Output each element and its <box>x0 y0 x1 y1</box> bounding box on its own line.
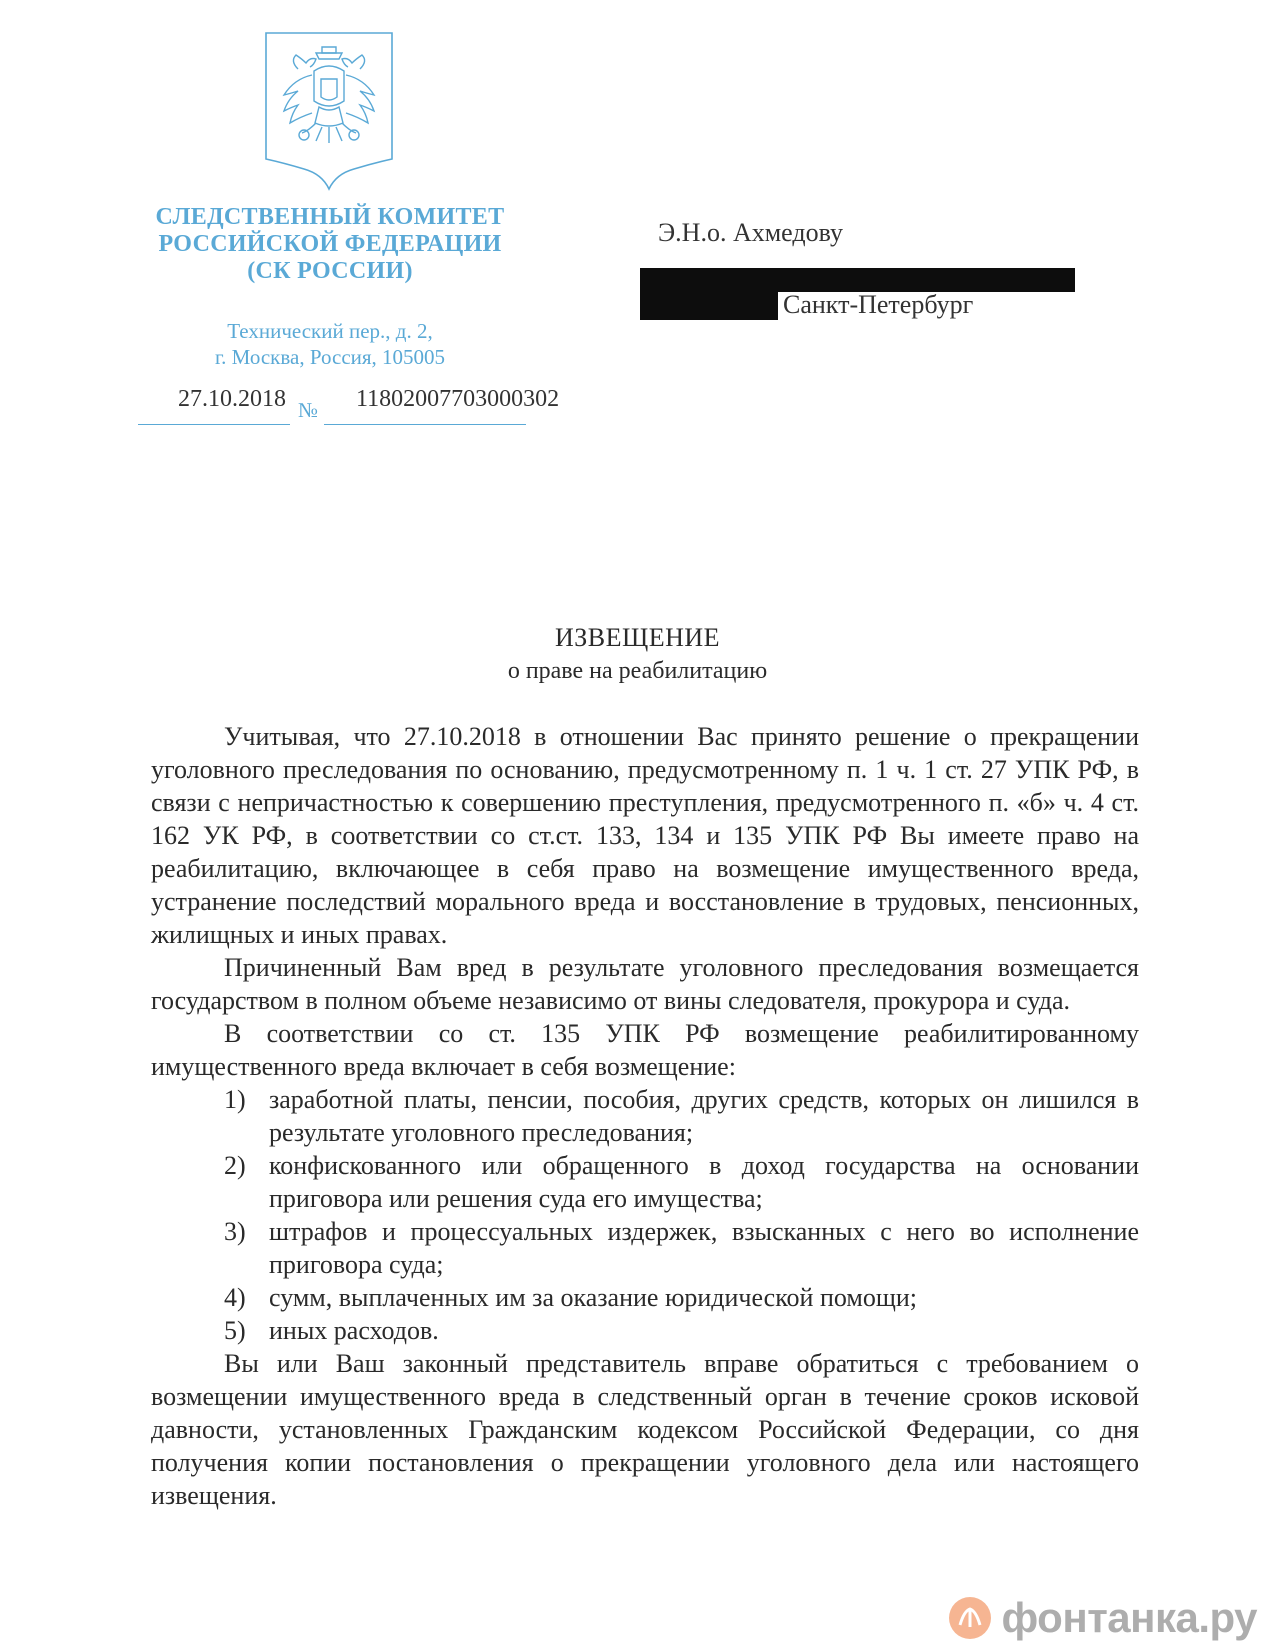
list-item <box>151 1149 1139 1215</box>
list-text: штрафов и процессуальных издержек, взысканных с него во исполнение приговора суда; <box>269 1217 1139 1279</box>
list-item <box>151 1215 1139 1281</box>
watermark-text: фонтанка.ру <box>1001 1594 1257 1641</box>
list-number: 1) <box>224 1085 246 1114</box>
address-line: г. Москва, Россия, 105005 <box>214 345 446 369</box>
org-line: СЛЕДСТВЕННЫЙ КОМИТЕТ <box>155 204 505 230</box>
list-number: 5) <box>224 1316 246 1345</box>
redacted-address-line-1 <box>640 268 1075 292</box>
addressee-city: Санкт-Петербург <box>783 290 974 319</box>
list-item <box>151 1083 1139 1149</box>
number-sign: № <box>298 398 319 422</box>
document-subtitle: о праве на реабилитацию <box>507 658 768 684</box>
number-underline <box>324 424 526 425</box>
list-text: сумм, выплаченных им за оказание юридической помощи; <box>269 1283 917 1312</box>
list-text: заработной платы, пенсии, пособия, других средств, которых он лишился в результате уголовного преследования; <box>269 1085 1139 1147</box>
paragraph: В соответствии со ст. 135 УПК РФ возмещение реабилитированному имущественного вреда включает в себя возмещение: <box>151 1019 1139 1081</box>
paragraph: Вы или Ваш законный представитель вправе обратиться с требованием о возмещении имущественного вреда в следственный орган в течение сроков исковой давности, установленных Гражданским кодексом Российской Федерации, со дня получения копии постановления о прекращении уголовного дела или настоящего извещения. <box>151 1349 1139 1510</box>
redacted-address-line-2 <box>640 292 778 320</box>
list-number: 2) <box>224 1151 246 1180</box>
addressee-name: Э.Н.о. Ахмедову <box>658 218 843 247</box>
document-body <box>151 720 1139 1512</box>
list-text: иных расходов. <box>269 1316 439 1345</box>
paragraph: Причиненный Вам вред в результате уголовного преследования возмещается государством в полном объеме независимо от вины следователя, прокурора и суда. <box>151 953 1139 1015</box>
document-title: ИЗВЕЩЕНИЕ <box>554 623 721 652</box>
list-number: 3) <box>224 1217 246 1246</box>
double-headed-eagle-icon <box>264 31 394 191</box>
org-line: (СК РОССИИ) <box>247 258 413 284</box>
org-line: РОССИЙСКОЙ ФЕДЕРАЦИИ <box>158 231 502 257</box>
list-item <box>151 1281 1139 1314</box>
compensation-list <box>151 1083 1139 1347</box>
fontanka-watermark <box>949 1594 1257 1642</box>
date-underline <box>138 424 290 425</box>
organization-address <box>150 318 510 370</box>
registration-date: 27.10.2018 <box>178 386 286 412</box>
list-item <box>151 1314 1139 1347</box>
coat-of-arms-emblem <box>264 31 394 191</box>
organization-name <box>130 204 530 285</box>
address-line: Технический пер., д. 2, <box>227 319 433 343</box>
list-number: 4) <box>224 1283 246 1312</box>
paragraph: Учитывая, что 27.10.2018 в отношении Вас принято решение о прекращении уголовного преследования по основанию, предусмотренному п. 1 ч. 1 ст. 27 УПК РФ, в связи с непричастностью к совершению преступления, предусмотренного п. «б» ч. 4 ст. 162 УК РФ, в соответствии со ст.ст. 133, 134 и 135 УПК РФ Вы имеете право на реабилитацию, включающее в себя право на возмещение имущественного вреда, устранение последствий морального вреда и восстановление в трудовых, пенсионных, жилищных и иных правах. <box>151 722 1139 949</box>
registration-number: 11802007703000302 <box>356 386 560 412</box>
list-text: конфискованного или обращенного в доход государства на основании приговора или решения суда его имущества; <box>269 1151 1139 1213</box>
fontanka-logo-icon <box>949 1597 991 1639</box>
